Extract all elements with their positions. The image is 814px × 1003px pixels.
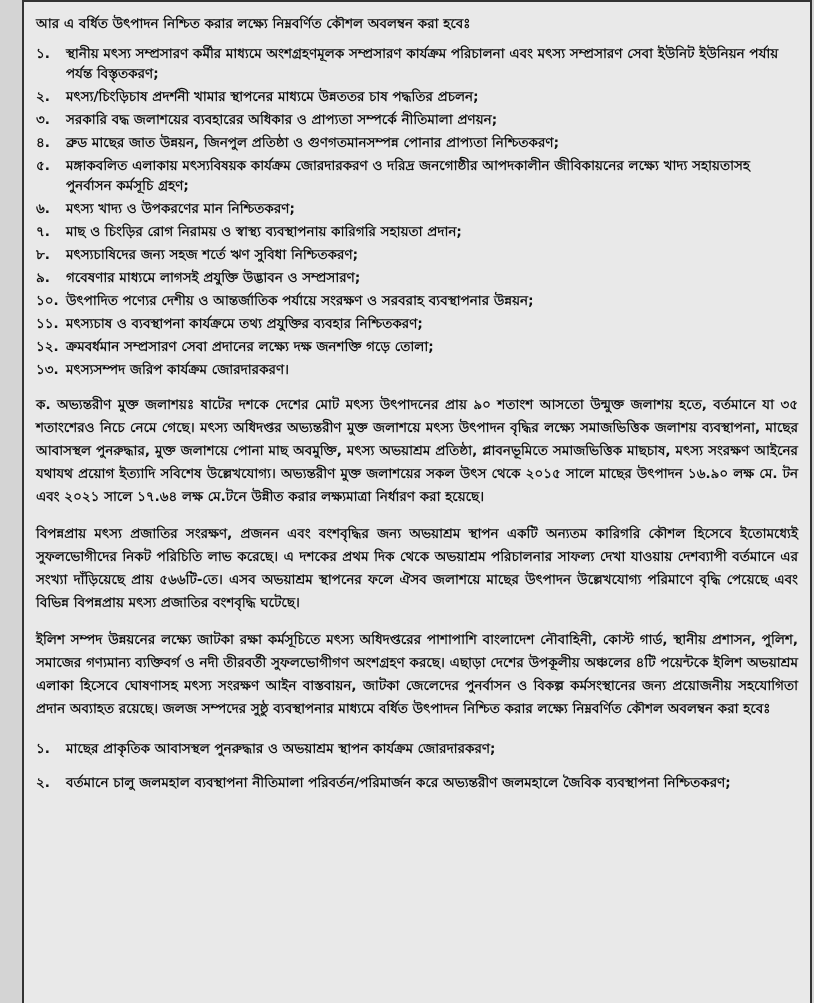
list-number: ১৩. — [36, 362, 59, 378]
list-text: মৎস্যচাষ ও ব্যবস্থাপনা কার্যক্রমে তথ্য প্রযুক্তির ব্যবহার নিশ্চিতকরণ; — [66, 316, 423, 332]
strategy-list-2 — [36, 739, 798, 793]
list-number: ১১. — [36, 316, 59, 332]
list-item — [36, 156, 798, 196]
list-text: মাছ ও চিংড়ির রোগ নিরাময় ও স্বাস্থ্য ব্যবস্থাপনায় কারিগরি সহায়তা প্রদান; — [66, 224, 462, 240]
list-number: ২. — [36, 89, 50, 105]
list-text: মঙ্গাকবলিত এলাকায় মৎস্যবিষয়ক কার্যক্রম জোরদারকরণ ও দরিদ্র জনগোষ্ঠীর আপদকালীন জীবিকায়নের লক্ষ্যে খাদ্য সহায়তাসহ পুনর্বাসন কর্মসূচি গ্রহণ; — [66, 158, 750, 194]
list-item — [36, 337, 798, 357]
list-item — [36, 110, 798, 130]
list-number: ৬. — [36, 201, 50, 217]
list-item — [36, 314, 798, 334]
list-text: গবেষণার মাধ্যমে লাগসই প্রযুক্তি উদ্ভাবন ও সম্প্রসারণ; — [66, 270, 361, 286]
list-number: ১০. — [36, 293, 59, 309]
list-item — [36, 222, 798, 242]
list-item — [36, 360, 798, 380]
paragraph-heading: ক. অভ্যন্তরীণ মুক্ত জলাশয়ঃ — [36, 397, 195, 413]
list-text: ক্রমবর্ধমান সম্প্রসারণ সেবা প্রদানের লক্ষ্যে দক্ষ জনশক্তি গড়ে তোলা; — [66, 339, 434, 355]
list-item — [36, 268, 798, 288]
list-text: উৎপাদিত পণ্যের দেশীয় ও আন্তর্জাতিক পর্যায়ে সংরক্ষণ ও সরবরাহ ব্যবস্থাপনার উন্নয়ন; — [66, 293, 534, 309]
list-number: ৩. — [36, 112, 50, 128]
list-text: মৎস্যচাষিদের জন্য সহজ শর্তে ঋণ সুবিধা নিশ্চিতকরণ; — [66, 247, 359, 263]
list-item — [36, 245, 798, 265]
list-item — [36, 291, 798, 311]
paragraph-hilsa: ইলিশ সম্পদ উন্নয়নের লক্ষ্যে জাটকা রক্ষা কর্মসূচিতে মৎস্য অধিদপ্তরের পাশাপাশি বাংলাদেশ নৌবাহিনী, কোস্ট গার্ড, স্থানীয় প্রশাসন, পুলিশ, সমাজের গণ্যমান্য ব্যক্তিবর্গ ও নদী তীরবর্তী সুফলভোগীগণ অংশগ্রহণ করছে। এছাড়া দেশের উপকূলীয় অঞ্চলের ৪টি পয়েন্টকে ইলিশ অভয়াশ্রম এলাকা হিসেবে ঘোষণাসহ মৎস্য সংরক্ষণ আইন বাস্তবায়ন, জাটকা জেলেদের পুনর্বাসন ও বিকল্প কর্মসংস্থানের জন্য প্রয়োজনীয় সহযোগিতা প্রদান অব্যাহত রয়েছে। জলজ সম্পদের সুষ্ঠু ব্যবস্থাপনার মাধ্যমে বর্ধিত উৎপাদন নিশ্চিত করার লক্ষ্যে নিম্নবর্ণিত কৌশল অবলম্বন করা হবেঃ — [36, 632, 798, 717]
list-item — [36, 87, 798, 107]
strategy-list-1 — [36, 44, 798, 380]
list-number: ৭. — [36, 224, 50, 240]
intro-text: আর এ বর্ধিত উৎপাদন নিশ্চিত করার লক্ষ্যে নিম্নবর্ণিত কৌশল অবলম্বন করা হবেঃ — [36, 16, 471, 32]
list-text: মৎস্য খাদ্য ও উপকরণের মান নিশ্চিতকরণ; — [66, 201, 295, 217]
list-text: মাছের প্রাকৃতিক আবাসস্থল পুনরুদ্ধার ও অভয়াশ্রম স্থাপন কার্যক্রম জোরদারকরণ; — [66, 741, 496, 757]
list-number: ১. — [36, 741, 50, 757]
list-text: মৎস্যসম্পদ জরিপ কার্যক্রম জোরদারকরণ। — [66, 362, 289, 378]
list-text: মৎস্য/চিংড়িচাষ প্রদর্শনী খামার স্থাপনের মাধ্যমে উন্নততর চাষ পদ্ধতির প্রচলন; — [66, 89, 479, 105]
paragraph-sanctuary: বিপন্নপ্রায় মৎস্য প্রজাতির সংরক্ষণ, প্রজনন এবং বংশবৃদ্ধির জন্য অভয়াশ্রম স্থাপন একটি অন্যতম কারিগরি কৌশল হিসেবে ইতোমধ্যেই সুফলভোগীদের নিকট পরিচিতি লাভ করেছে। এ দশকের প্রথম দিক থেকে অভয়াশ্রম পরিচালনার সাফল্য দেখা যাওয়ায় দেশব্যাপী বর্তমানে এর সংখ্যা দাঁড়িয়েছে প্রায় ৫৬৬টি-তে। এসব অভয়াশ্রম স্থাপনের ফলে ঐসব জলাশয়ে মাছের উৎপাদন উল্লেখযোগ্য পরিমাণে বৃদ্ধি পেয়েছে এবং বিভিন্ন বিপন্নপ্রায় মৎস্য প্রজাতির বংশবৃদ্ধি ঘটেছে। — [36, 526, 798, 611]
list-text: স্থানীয় মৎস্য সম্প্রসারণ কর্মীর মাধ্যমে অংশগ্রহণমূলক সম্প্রসারণ কার্যক্রম পরিচালনা এবং মৎস্য সম্প্রসারণ সেবা ইউনিট ইউনিয়ন পর্যায় পর্যন্ত বিস্তৃতকরণ; — [66, 46, 779, 82]
list-text: সরকারি বদ্ধ জলাশয়ের ব্যবহারের অধিকার ও প্রাপ্যতা সম্পর্কে নীতিমালা প্রণয়ন; — [66, 112, 498, 128]
list-number: ২. — [36, 775, 50, 791]
list-item — [36, 773, 798, 793]
list-item — [36, 739, 798, 759]
list-number: ৮. — [36, 247, 50, 263]
document-page — [22, 0, 812, 1003]
list-item — [36, 199, 798, 219]
list-number: ১. — [36, 46, 50, 62]
list-item — [36, 44, 798, 84]
list-number: ১২. — [36, 339, 59, 355]
list-text: ব্রুড মাছের জাত উন্নয়ন, জিনপুল প্রতিষ্ঠা ও গুণগতমানসম্পন্ন পোনার প্রাপ্যতা নিশ্চিতকরণ; — [66, 135, 559, 151]
list-number: ৯. — [36, 270, 50, 286]
paragraph-body: ষাটের দশকে দেশের মোট মৎস্য উৎপাদনের প্রায় ৯০ শতাংশ আসতো উন্মুক্ত জলাশয় হতে, বর্তমানে যা ৩৫ শতাংশেরও নিচে নেমে গেছে। মৎস্য অধিদপ্তর অভ্যন্তরীণ মুক্ত জলাশয়ে মৎস্য উৎপাদন বৃদ্ধির লক্ষ্যে সমাজভিত্তিক জলাশয় ব্যবস্থাপনা, মাছের আবাসস্থল পুনরুদ্ধার, মুক্ত জলাশয়ে পোনা মাছ অবমুক্তি, মৎস্য অভয়াশ্রম প্রতিষ্ঠা, প্লাবনভূমিতে সমাজভিত্তিক মাছচাষ, মৎস্য সংরক্ষণ আইনের যথাযথ প্রয়োগ ইত্যাদি সবিশেষ উল্লেখযোগ্য। অভ্যন্তরীণ মুক্ত জলাশয়ের সকল উৎস থেকে ২০১৫ সালে মাছের উৎপাদন ১৬.৯০ লক্ষ মে. টন এবং ২০২১ সালে ১৭.৬৪ লক্ষ মে.টনে উন্নীত করার লক্ষ্যমাত্রা নির্ধারণ করা হয়েছে। — [36, 397, 798, 505]
list-number: ৫. — [36, 158, 50, 174]
list-item — [36, 133, 798, 153]
paragraph-inland-open-water — [36, 394, 798, 509]
list-text: বর্তমানে চালু জলমহাল ব্যবস্থাপনা নীতিমালা পরিবর্তন/পরিমার্জন করে অভ্যন্তরীণ জলমহালে জৈবিক ব্যবস্থাপনা নিশ্চিতকরণ; — [66, 775, 731, 791]
list-number: ৪. — [36, 135, 50, 151]
